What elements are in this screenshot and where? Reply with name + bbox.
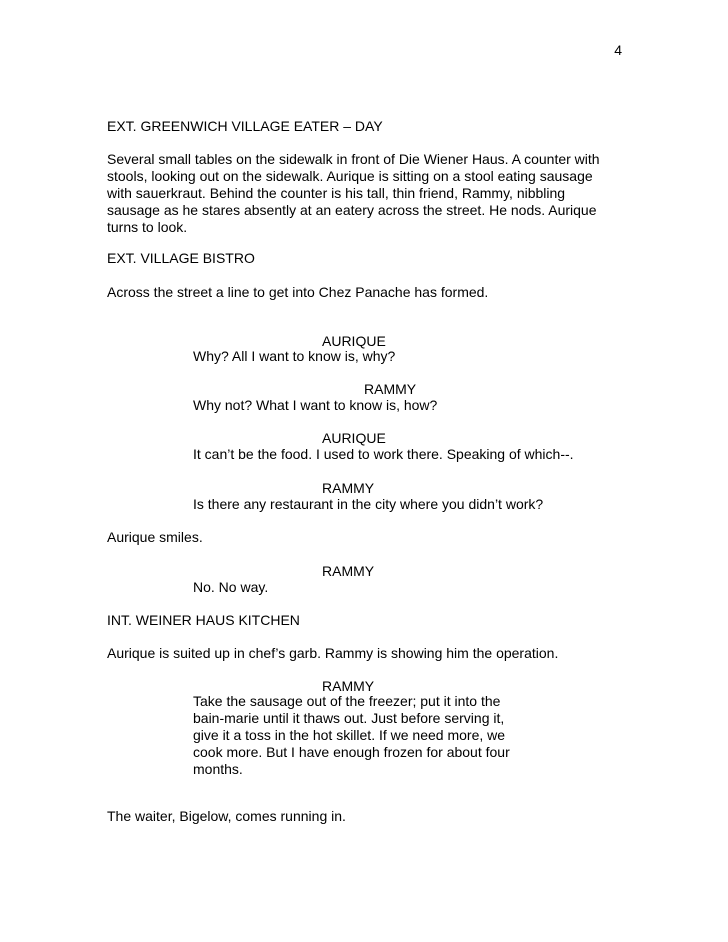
action-line-bigelow: The waiter, Bigelow, comes running in. xyxy=(107,808,346,824)
character-name-rammy-1: RAMMY xyxy=(364,381,417,397)
action-line-smiles: Aurique smiles. xyxy=(107,529,203,545)
dialogue-line-aurique-2: It can’t be the food. I used to work there. Speaking of which--. xyxy=(193,446,574,462)
action-line-bistro: Across the street a line to get into Chez Panache has formed. xyxy=(107,284,489,300)
scene-heading-bistro: EXT. VILLAGE BISTRO xyxy=(107,250,255,266)
dialogue-line-rammy-2: Is there any restaurant in the city where you didn’t work? xyxy=(193,496,544,512)
character-name-aurique-2: AURIQUE xyxy=(322,430,386,446)
page-number: 4 xyxy=(614,42,622,58)
scene-heading-greenwich: EXT. GREENWICH VILLAGE EATER – DAY xyxy=(107,118,383,134)
character-name-rammy-2: RAMMY xyxy=(322,480,375,496)
dialogue-line-aurique-1: Why? All I want to know is, why? xyxy=(193,348,396,364)
dialogue-line-rammy-1: Why not? What I want to know is, how? xyxy=(193,397,438,413)
action-paragraph-greenwich: Several small tables on the sidewalk in front of Die Wiener Haus. A counter with stools, looking out on the sidewalk. Aurique is sitting on a stool eating sausage with sauerkraut. Behind the counter is his tall, thin friend, Rammy, nibbling sausage as he stares absently at an eatery across the street. He nods. Aurique turns to look. xyxy=(107,151,600,235)
scene-heading-kitchen: INT. WEINER HAUS KITCHEN xyxy=(107,612,300,628)
dialogue-paragraph-rammy-4: Take the sausage out of the freezer; put it into the bain-marie until it thaws out. Just before serving it, give it a toss in the hot skillet. If we need more, we cook more. But I have enough frozen for about four months. xyxy=(193,693,510,777)
character-name-aurique-1: AURIQUE xyxy=(322,333,386,349)
character-name-rammy-4: RAMMY xyxy=(322,678,375,694)
action-line-kitchen: Aurique is suited up in chef’s garb. Rammy is showing him the operation. xyxy=(107,645,559,661)
dialogue-line-rammy-3: No. No way. xyxy=(193,579,269,595)
character-name-rammy-3: RAMMY xyxy=(322,563,375,579)
